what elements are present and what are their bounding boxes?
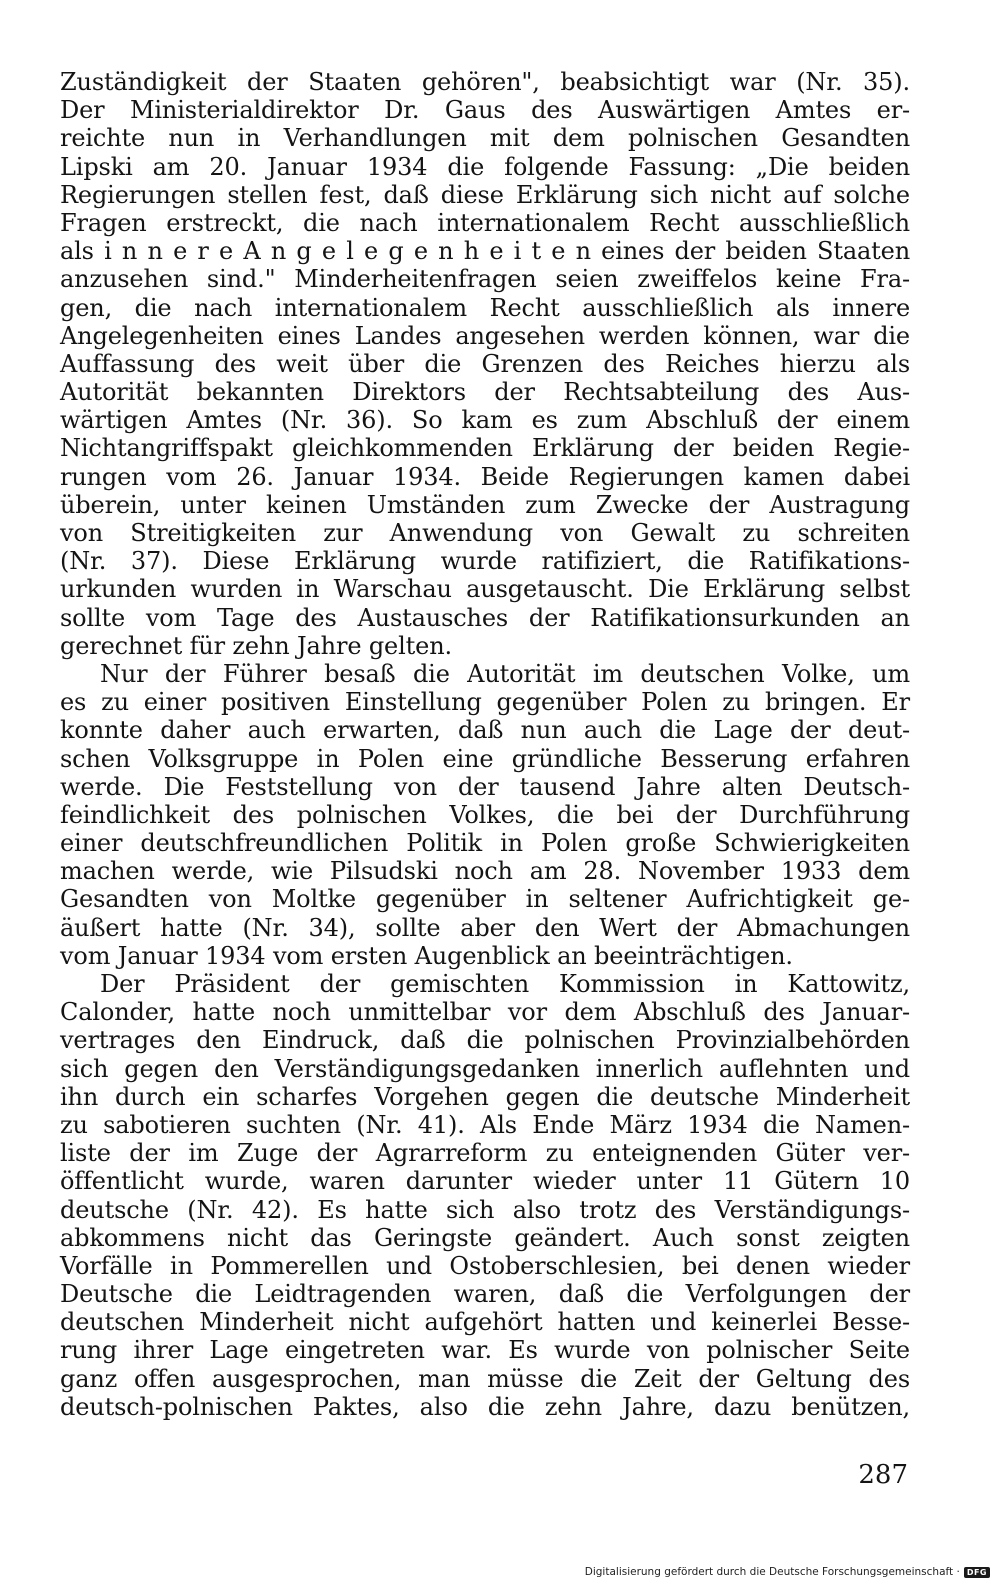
text-line: ihn durch ein scharfes Vorgehen gegen die deutsche Minderheit: [60, 1082, 910, 1111]
text-line: machen werde, wie Pilsudski noch am 28. November 1933 dem: [60, 857, 910, 886]
text-line: ganz offen ausgesprochen, man müsse die Zeit der Geltung des: [60, 1364, 910, 1393]
text-line: zu sabotieren suchten (Nr. 41). Als Ende März 1934 die Namen-: [60, 1110, 910, 1139]
text-line: rungen vom 26. Januar 1934. Beide Regierungen kamen dabei: [60, 462, 910, 491]
text-line: als i n n e r e A n g e l e g e n h e i t e n eines der beiden Staaten: [60, 237, 910, 266]
text-line: gen, die nach internationalem Recht ausschließlich als innere: [60, 293, 910, 322]
text-line: sollte vom Tage des Austausches der Ratifikationsurkunden an: [60, 603, 910, 632]
text-line: Der Präsident der gemischten Kommission in Kattowitz,: [100, 970, 910, 998]
page-number: 287: [858, 1460, 908, 1490]
text-line: vertrages den Eindruck, daß die polnischen Provinzialbehörden: [60, 1026, 910, 1055]
text-line: Zuständigkeit der Staaten gehören", beabsichtigt war (Nr. 35).: [60, 68, 910, 96]
text-line: überein, unter keinen Umständen zum Zwecke der Austragung: [60, 490, 910, 519]
text-line: konnte daher auch erwarten, daß nun auch die Lage der deut-: [60, 716, 910, 745]
text-line: (Nr. 37). Diese Erklärung wurde ratifiziert, die Ratifikations-: [60, 547, 910, 576]
text-line: reichte nun in Verhandlungen mit dem polnischen Gesandten: [60, 124, 910, 153]
text-line: Lipski am 20. Januar 1934 die folgende Fassung: „Die beiden: [60, 152, 910, 181]
text-line: es zu einer positiven Einstellung gegenüber Polen zu bringen. Er: [60, 688, 910, 717]
text-line: Angelegenheiten eines Landes angesehen werden können, war die: [60, 321, 910, 350]
text-line: Calonder, hatte noch unmittelbar vor dem Abschluß des Januar-: [60, 998, 910, 1027]
text-line: von Streitigkeiten zur Anwendung von Gewalt zu schreiten: [60, 519, 910, 547]
text-line: einer deutschfreundlichen Politik in Polen große Schwierigkeiten: [60, 829, 910, 858]
text-line: Nur der Führer besaß die Autorität im deutschen Volke, um: [100, 659, 910, 688]
text-line: Regierungen stellen fest, daß diese Erklärung sich nicht auf solche: [60, 180, 910, 209]
text-line: liste der im Zuge der Agrarreform zu enteignenden Güter ver-: [60, 1139, 910, 1168]
text-line: feindlichkeit des polnischen Volkes, die bei der Durchführung: [60, 800, 910, 829]
text-line: urkunden wurden in Warschau ausgetauscht. Die Erklärung selbst: [60, 575, 910, 604]
text-line: deutsch-polnischen Paktes, also die zehn Jahre, dazu benützen,: [60, 1392, 910, 1421]
text-line: schen Volksgruppe in Polen eine gründliche Besserung erfahren: [60, 744, 910, 773]
text-line: vom Januar 1934 vom ersten Augenblick an beeinträchtigen.: [60, 941, 793, 970]
text-line: werde. Die Feststellung von der tausend Jahre alten Deutsch-: [60, 772, 910, 801]
text-line: deutschen Minderheit nicht aufgehört hatten und keinerlei Besse-: [60, 1308, 910, 1337]
dfg-logo-icon: DFG: [964, 1567, 990, 1578]
text-line: wärtigen Amtes (Nr. 36). So kam es zum Abschluß der einem: [60, 406, 910, 435]
text-line: abkommens nicht das Geringste geändert. Auch sonst zeigten: [60, 1223, 910, 1252]
text-line: Nichtangriffspakt gleichkommenden Erklärung der beiden Regie-: [60, 434, 910, 463]
text-line: Deutsche die Leidtragenden waren, daß die Verfolgungen der: [60, 1280, 910, 1309]
text-line: anzusehen sind." Minderheitenfragen seien zweiffelos keine Fra-: [60, 265, 910, 294]
text-line: Vorfälle in Pommerellen und Ostoberschlesien, bei denen wieder: [60, 1251, 910, 1280]
footer-text: Digitalisierung gefördert durch die Deutsche Forschungsgemeinschaft ·: [584, 1566, 960, 1578]
text-line: Autorität bekannten Direktors der Rechtsabteilung des Aus-: [60, 378, 910, 407]
text-line: rung ihrer Lage eingetreten war. Es wurde von polnischer Seite: [60, 1336, 910, 1365]
text-line: Auffassung des weit über die Grenzen des Reiches hierzu als: [60, 349, 910, 378]
body-text: [60, 68, 910, 1421]
text-line: gerechnet für zehn Jahre gelten.: [60, 631, 452, 660]
text-line: deutsche (Nr. 42). Es hatte sich also trotz des Verständigungs-: [60, 1195, 910, 1224]
digitization-footer: [585, 1566, 990, 1578]
text-line: Der Ministerialdirektor Dr. Gaus des Auswärtigen Amtes er-: [60, 96, 910, 125]
text-line: öffentlicht wurde, waren darunter wieder unter 11 Gütern 10: [60, 1167, 910, 1196]
text-line: Gesandten von Moltke gegenüber in seltener Aufrichtigkeit ge-: [60, 885, 910, 914]
text-line: sich gegen den Verständigungsgedanken innerlich auflehnten und: [60, 1054, 910, 1083]
text-line: Fragen erstreckt, die nach internationalem Recht ausschließlich: [60, 208, 910, 237]
text-line: äußert hatte (Nr. 34), sollte aber den Wert der Abmachungen: [60, 913, 910, 942]
